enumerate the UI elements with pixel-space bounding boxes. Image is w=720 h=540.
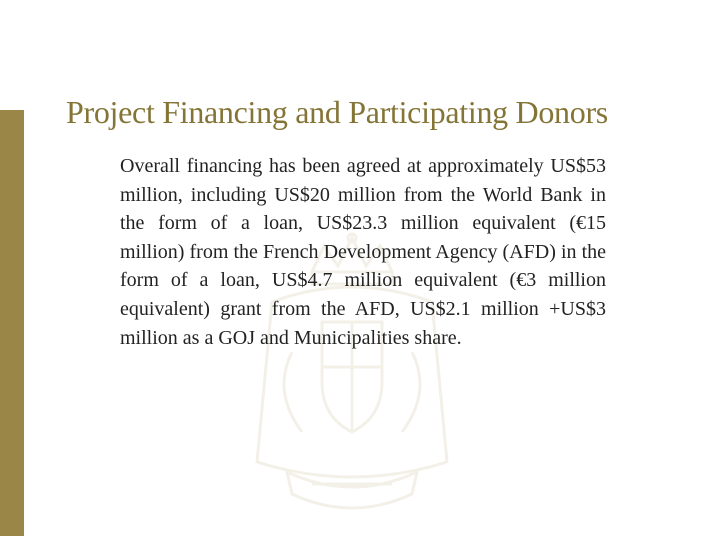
body-paragraph: Overall financing has been agreed at approximately US$53 million, including US$20 million from the World Bank in the form of a loan, US$23.3 million equivalent (€15 million) from the French Development Agency (AFD) in the form of a loan, US$4.7 million equivalent (€3 million equivalent) grant from the AFD, US$2.1 million +US$3 million as a GOJ and Municipalities share.	[120, 155, 606, 349]
accent-bar	[0, 110, 24, 536]
slide-title: Project Financing and Participating Donors	[66, 94, 608, 130]
